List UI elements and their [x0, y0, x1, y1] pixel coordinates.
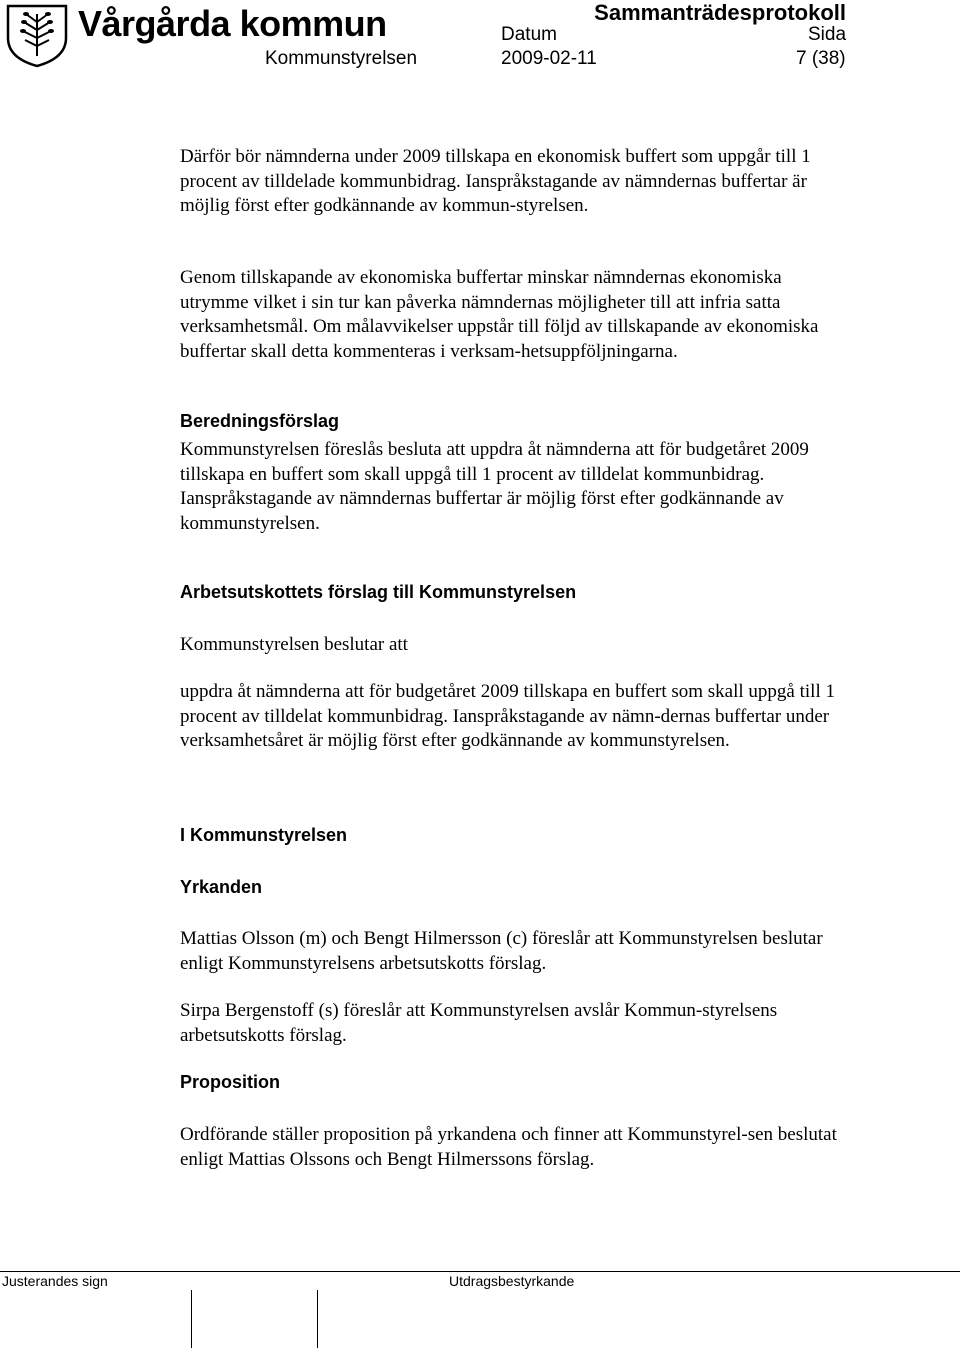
paragraph-beslutar-att: Kommunstyrelsen beslutar att — [180, 634, 408, 655]
paragraph-yrkande-bergenstoff: Sirpa Bergenstoff (s) föreslår att Kommunstyrelsen avslår Kommun-styrelsens arbetsutskotts förslag. — [180, 1000, 778, 1046]
date-value: 2009-02-11 — [501, 48, 597, 69]
signature-field-2 — [317, 1290, 318, 1348]
municipality-crest-logo — [4, 2, 70, 68]
footer-divider — [0, 1271, 960, 1272]
utdragsbestyrkande-label: Utdragsbestyrkande — [449, 1273, 575, 1289]
paragraph-buffert: Därför bör nämnderna under 2009 tillskapa en ekonomisk buffert som uppgår till 1 procent av tilldelade kommunbidrag. Ianspråkstagande av nämndernas buffertar är möjlig först efter godkännande av kommun-styrelsen. — [180, 146, 811, 216]
page-label: Sida — [808, 24, 847, 45]
heading-beredningsforslag: Beredningsförslag — [180, 411, 340, 431]
heading-proposition: Proposition — [180, 1072, 280, 1092]
page-number: 7 (38) — [796, 48, 846, 69]
heading-yrkanden: Yrkanden — [180, 877, 263, 897]
date-label: Datum — [501, 24, 557, 45]
municipality-name: Vårgårda kommun — [78, 3, 387, 44]
justerandes-sign-label: Justerandes sign — [2, 1273, 108, 1289]
signature-field-1 — [191, 1290, 192, 1348]
header-unit: Kommunstyrelsen — [265, 48, 418, 69]
heading-i-kommunstyrelsen: I Kommunstyrelsen — [180, 825, 348, 845]
paragraph-uppdra: uppdra åt nämnderna att för budgetåret 2009 tillskapa en buffert som skall uppgå till 1 procent av tilldelat kommunbidrag. Ianspråkstagande av nämn-dernas buffertar under verksamhetsåret är möjlig först efter godkännande av kommunstyrelsen. — [180, 681, 835, 751]
paragraph-proposition: Ordförande ställer proposition på yrkandena och finner att Kommunstyrel-sen beslutat enligt Mattias Olssons och Bengt Hilmerssons förslag. — [180, 1124, 837, 1170]
paragraph-yrkande-olsson: Mattias Olsson (m) och Bengt Hilmersson (c) föreslår att Kommunstyrelsen beslutar enligt Kommunstyrelsens arbetsutskotts förslag. — [180, 928, 823, 974]
heading-arbetsutskott: Arbetsutskottets förslag till Kommunstyrelsen — [180, 582, 577, 602]
paragraph-utrymme: Genom tillskapande av ekonomiska buffertar minskar nämndernas ekonomiska utrymme vilket i sin tur kan påverka nämndernas möjligheter till att infria satta verksamhetsmål. Om målavvikelser uppstår till följd av tillskapande av ekonomiska buffertar skall detta kommenteras i verksam-hetsuppföljningarna. — [180, 267, 819, 362]
paragraph-beredningsforslag: Kommunstyrelsen föreslås besluta att uppdra åt nämnderna att för budgetåret 2009 tillskapa en buffert som skall uppgå till 1 procent av tilldelat kommunbidrag. Ianspråkstagande av nämndernas buffertar är möjlig först efter godkännande av kommunstyrelsen. — [180, 439, 809, 534]
document-type: Sammanträdesprotokoll — [594, 0, 846, 25]
